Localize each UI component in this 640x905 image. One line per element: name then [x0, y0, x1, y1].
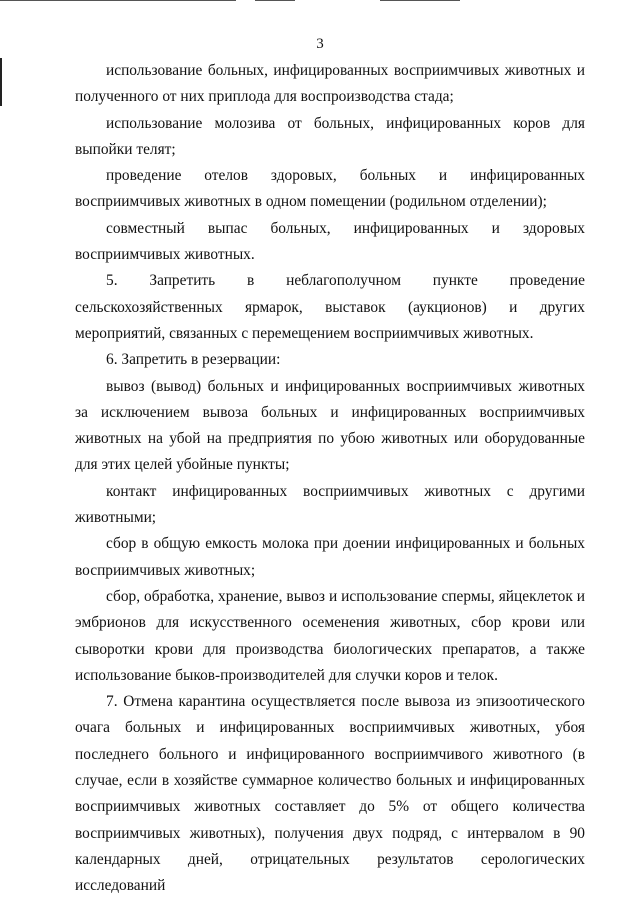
left-margin-mark: [0, 58, 2, 106]
top-scan-line-middle: [255, 0, 295, 1]
document-body: [75, 58, 585, 900]
paragraph-milk-collection: сбор в общую емкость молока при доении инфицированных и больных восприимчивых животных;: [75, 535, 585, 579]
paragraph-item-6-heading: 6. Запретить в резервации:: [106, 351, 281, 369]
paragraph-contact-animals: контакт инфицированных восприимчивых животных с другими животными;: [75, 482, 585, 527]
top-scan-line-left: [0, 0, 236, 1]
paragraph-export-animals: вывоз (вывод) больных и инфицированных восприимчивых животных за исключением вывоза больных и инфицированных восприимчивых животных на убой на предприятия по убою животных или оборудованные для этих целей убойные пункты;: [75, 377, 585, 474]
paragraph-joint-grazing: совместный выпас больных, инфицированных и здоровых восприимчивых животных.: [75, 219, 585, 264]
paragraph-colostrum-prohibition-offspring: использование больных, инфицированных восприимчивых животных и полученного от них приплода для воспроизводства стада;: [75, 62, 585, 106]
paragraph-item-5: 5. Запретить в неблагополучном пункте проведение сельскохозяйственных ярмарок, выставок (аукционов) и других мероприятий, связанных с перемещением восприимчивых животных.: [75, 272, 585, 342]
paragraph-colostrum-calves: использование молозива от больных, инфицированных коров для выпойки телят;: [75, 114, 585, 158]
paragraph-semen-embryos: сбор, обработка, хранение, вывоз и использование спермы, яйцеклеток и эмбрионов для искусственного осеменения животных, сбор крови или сыворотки крови для производства биологических препаратов, а также использование быков-производителей для случки коров и телок.: [75, 587, 585, 684]
paragraph-calving-room: проведение отелов здоровых, больных и инфицированных восприимчивых животных в одном помещении (родильном отделении);: [75, 167, 585, 211]
paragraph-item-7: 7. Отмена карантина осуществляется после вывоза из эпизоотического очага больных и инфицированных восприимчивых животных, убоя последнего больного и инфицированного восприимчивого животного (в случае, если в хозяйстве суммарное количество больных и инфицированных восприимчивых животных составляет до 5% от общего количества восприимчивых животных), получения двух подряд, с интервалом в 90 календарных дней, отрицательных результатов серологических исследований: [75, 693, 585, 895]
top-scan-line-right: [380, 0, 460, 1]
page-number: 3: [316, 36, 324, 52]
